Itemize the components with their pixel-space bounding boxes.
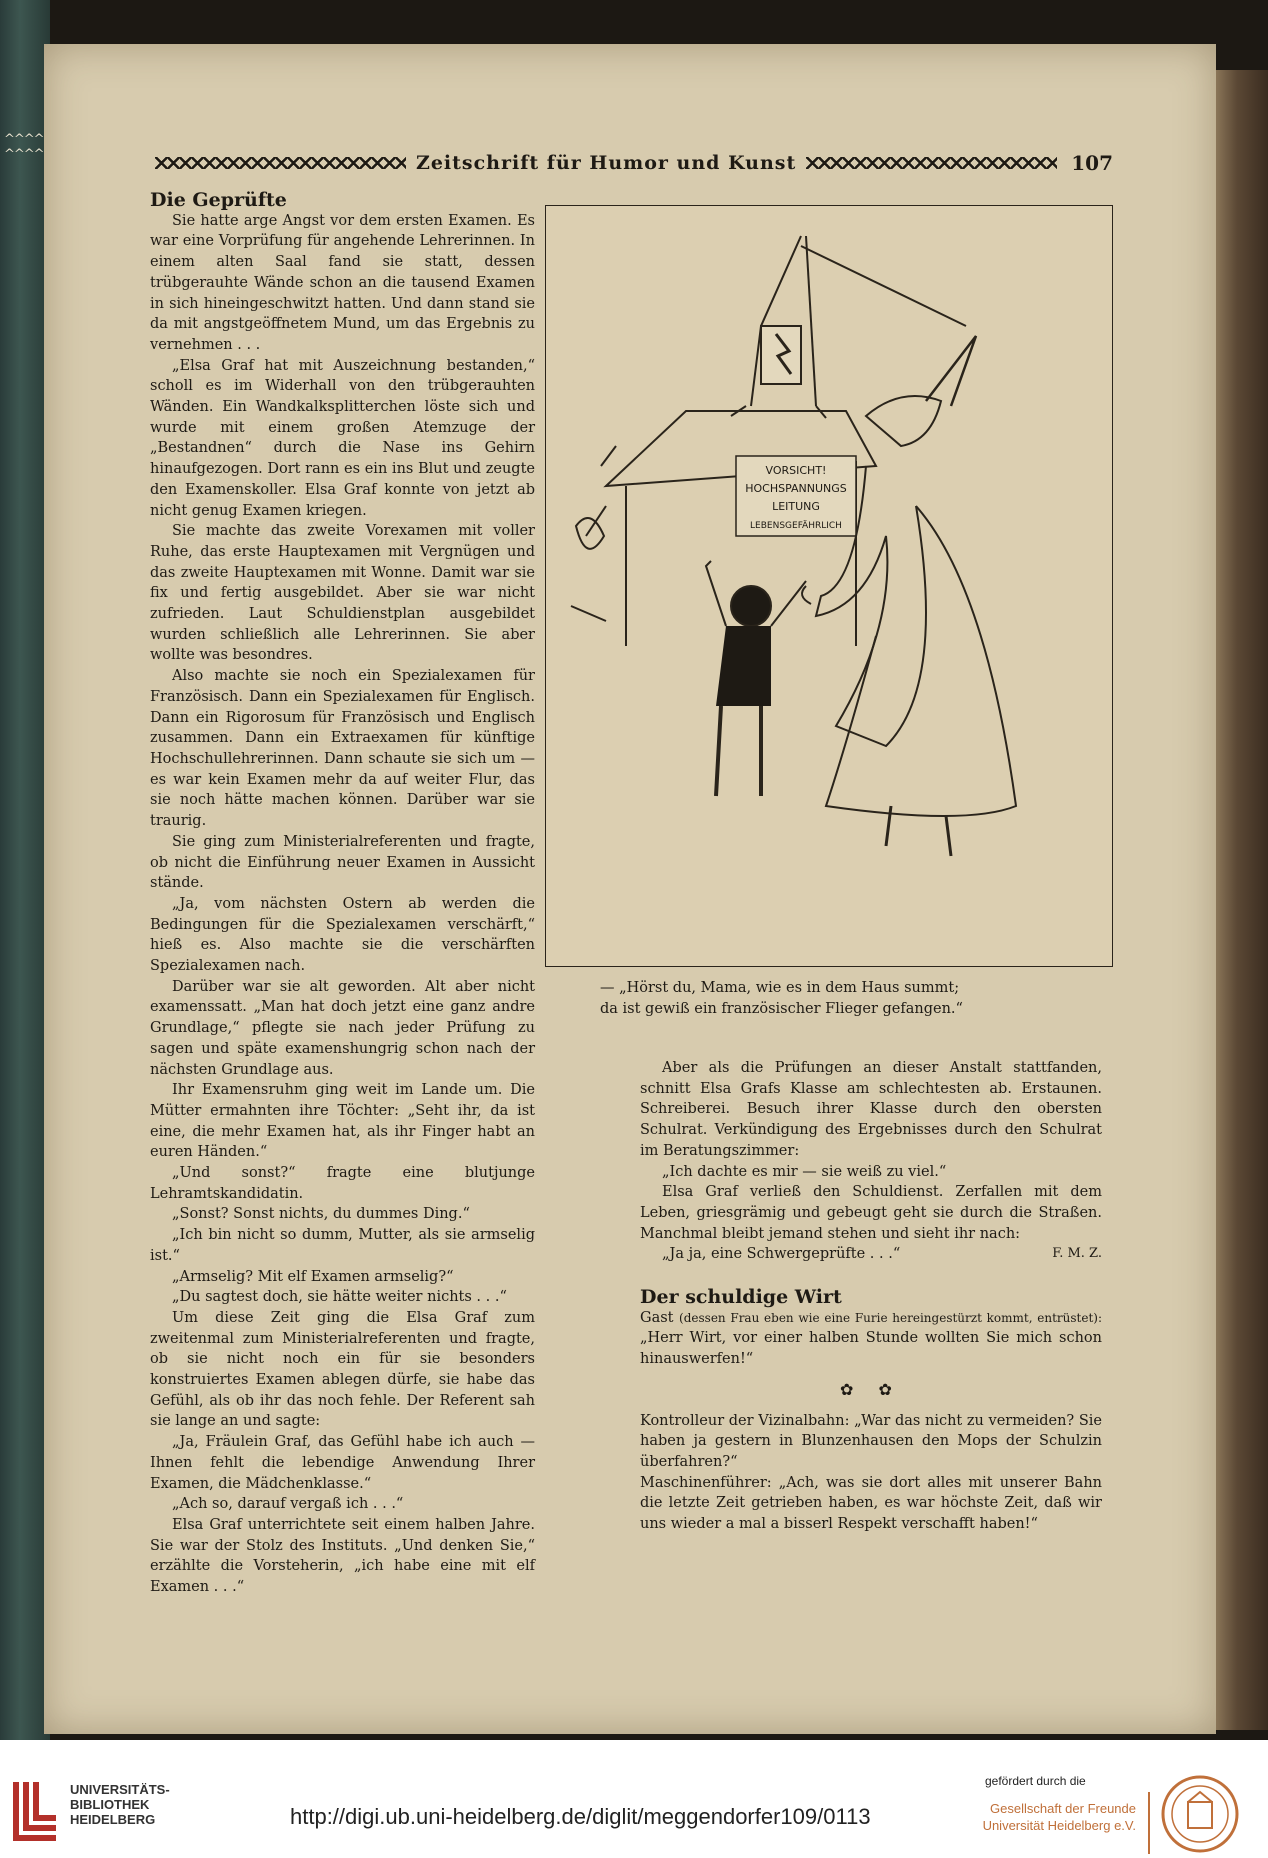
paragraph: Ihr Examensruhm ging weit im Lande um. Die Mütter ermahnten ihre Töchter: „Seht ihr, da ist eine, die mehr Examen hat, als ihr Finger habt an euren Händen.“ [150, 1082, 535, 1161]
caption-line: — „Hörst du, Mama, wie es in dem Haus summt; [600, 980, 960, 996]
paragraph: Um diese Zeit ging die Elsa Graf zum zweitenmal zum Ministerialreferenten und fragte, ob sie nicht noch ein für sie besonders konstruiertes Examen ablegen dürfe, sie habe das Gefühl, als ob ihr das noch fehle. Der Referent sah sie lange an und sagte: [150, 1309, 535, 1430]
paragraph: „Sonst? Sonst nichts, du dummes Ding.“ [172, 1206, 470, 1223]
library-name-line: UNIVERSITÄTS- [70, 1782, 170, 1797]
left-book-edge [0, 0, 50, 1740]
paragraph: Sie ging zum Ministerialreferenten und fragte, ob nicht die Einführung neuer Examen in Aussicht stände. [150, 833, 535, 892]
stage-direction: (dessen Frau eben wie eine Furie hereingestürzt kommt, entrüstet): [679, 1310, 1103, 1325]
partner-name-line: Gesellschaft der Freunde [990, 1801, 1136, 1816]
left-text-column [150, 190, 535, 1598]
library-name-line: HEIDELBERG [70, 1812, 156, 1827]
paragraph [640, 1244, 1102, 1265]
paragraph: „Ich bin nicht so dumm, Mutter, als sie armselig ist.“ [150, 1227, 535, 1264]
caption-line: da ist gewiß ein französischer Flieger gefangen.“ [600, 1000, 963, 1017]
paragraph: Kontrolleur der Vizinalbahn: „War das nicht zu vermeiden? Sie haben ja gestern in Blunzenhausen den Mops der Schulzin überfahren?“ [640, 1412, 1102, 1470]
drawing-mother-and-child [546, 206, 1112, 966]
partner-name-line: Universität Heidelberg e.V. [982, 1818, 1136, 1833]
supported-by-text: gefördert durch die [985, 1774, 1086, 1788]
paragraph: „Armselig? Mit elf Examen armselig?“ [172, 1268, 454, 1285]
paragraph: „Ach so, darauf vergaß ich . . .“ [172, 1496, 404, 1513]
article-heading: Der schuldige Wirt [640, 1286, 842, 1309]
decorative-border: ^^^^ ^^^^ [4, 132, 44, 162]
paragraph: „Ja, vom nächsten Ostern ab werden die Bedingungen für die Spezialexamen verschärft,“ hieß es. Also machte sie die verschärften Spezialexamen nach. [150, 895, 535, 975]
zigzag-ornament-left [155, 157, 406, 169]
paragraph: Sie machte das zweite Vorexamen mit voller Ruhe, das erste Hauptexamen mit Vergnügen und das zweite Hauptexamen mit Wonne. Damit war sie fix und fertig ausgebildet. Aber sie war nicht zufrieden. Laut Schuldienstplan ausgebildet wurden schließlich alle Lehrerinnen. Sie aber wollte was besondres. [150, 523, 535, 664]
paragraph: Aber als die Prüfungen an dieser Anstalt stattfanden, schnitt Elsa Grafs Klasse am schlechtesten ab. Erstaunen. Schreiberei. Besuch ihrer Klasse durch den obersten Schulrat. Verkündigung des Ergebnisses durch den Schulrat im Beratungszimmer: [640, 1060, 1102, 1159]
sign-line: VORSICHT! [765, 464, 827, 477]
sign-line: HOCHSPANNUNGS [745, 482, 847, 495]
footer-bar [0, 1740, 1268, 1858]
illustration-frame [545, 205, 1113, 967]
right-book-edge [1216, 70, 1268, 1730]
paragraph: Darüber war sie alt geworden. Alt aber nicht examenssatt. „Man hat doch jetzt eine ganz andre Grundlage,“ pflegte sie nach jeder Prüfung zu sagen und späte examenshungrig schon nach der nächsten Grundlage aus. [150, 978, 535, 1078]
library-name-line: BIBLIOTHEK [70, 1797, 150, 1812]
author-signature: F. M. Z. [1052, 1246, 1102, 1262]
running-header [155, 148, 1113, 178]
paragraph: Sie hatte arge Angst vor dem ersten Examen. Es war eine Vorprüfung für angehende Lehrerinnen. In einem alten Saal fand sie statt, dessen trübgerauhte Wände schon an die tausend Examen in sich hineingeschwitzt hatten. Und dann stand sie da mit angstgeöffnetem Mund, um das Ergebnis zu vernehmen . . . [150, 212, 535, 353]
paragraph: Maschinenführer: „Ach, was sie dort alles mit unserer Bahn die letzte Zeit getrieben haben, es war höchste Zeit, daß wir uns wieder a mal a bisserl Respekt verschafft haben!“ [640, 1474, 1102, 1533]
partner-name [958, 1800, 1136, 1834]
society-seal-icon [1160, 1774, 1240, 1854]
speaker-label: Gast [640, 1309, 674, 1326]
page-number: 107 [1071, 151, 1113, 175]
right-text-column [640, 1058, 1102, 1535]
dialogue: „Herr Wirt, vor einer halben Stunde wollten Sie mich schon hinauswerfen!“ [640, 1330, 1102, 1368]
library-logo-icon [10, 1772, 62, 1844]
paragraph: Elsa Graf unterrichtete seit einem halben Jahre. Sie war der Stolz des Instituts. „Und denken Sie,“ erzählte die Vorsteherin, „ich habe eine mit elf Examen . . .“ [150, 1517, 535, 1596]
section-ornament: ✿ ✿ [840, 1379, 902, 1399]
paragraph [640, 1308, 1102, 1370]
sign-line: LEITUNG [772, 500, 820, 513]
quote: „Ja ja, eine Schwergeprüfte . . .“ [662, 1246, 901, 1263]
article-heading: Die Geprüfte [150, 189, 287, 211]
paragraph: Elsa Graf verließ den Schuldienst. Zerfallen mit dem Leben, griesgrämig und gebeugt geht sie durch die Straßen. Manchmal bleibt jemand stehen und sieht ihr nach: [640, 1184, 1102, 1242]
library-name [70, 1782, 170, 1827]
illustration-caption [600, 978, 1095, 1019]
zigzag-ornament-right [806, 157, 1057, 169]
paragraph: „Du sagtest doch, sie hätte weiter nichts . . .“ [172, 1289, 507, 1306]
paragraph: „Und sonst?“ fragte eine blutjunge Lehramtskandidatin. [150, 1165, 535, 1202]
paragraph: „Ja, Fräulein Graf, das Gefühl habe ich auch — Ihnen fehlt die lebendige Anwendung Ihrer Examen, die Mädchenklasse.“ [150, 1434, 535, 1492]
journal-title: Zeitschrift für Humor und Kunst [415, 152, 797, 174]
divider [1148, 1792, 1150, 1854]
paragraph: „Elsa Graf hat mit Auszeichnung bestanden,“ scholl es im Widerhall von den trübgerauhten Wänden. Ein Wandkalksplitterchen löste sich und wurde mit einem großen Atemzuge der „Bestandnen“ durch die Nase ins Gehirn hinaufgezogen. Dort rann es ein ins Blut und zeugte den Examenskoller. Elsa Graf konnte von jetzt ab nicht genug Examen kriegen. [150, 357, 535, 519]
paragraph: Also machte sie noch ein Spezialexamen für Französisch. Dann ein Spezialexamen für Englisch. Dann ein Rigorosum für Französisch und Englisch zusammen. Dann ein Extraexamen für künftige Hochschullehrerinnen. Dann schaute sie sich um — es war kein Examen mehr da auf weiter Flur, das sie noch hätte machen können. Darüber war sie traurig. [150, 668, 535, 830]
sign-line: LEBENSGEFÄHRLICH [750, 521, 842, 531]
permalink-url[interactable]: http://digi.ub.uni-heidelberg.de/diglit/meggendorfer109/0113 [290, 1804, 871, 1829]
paragraph: „Ich dachte es mir — sie weiß zu viel.“ [662, 1163, 947, 1180]
